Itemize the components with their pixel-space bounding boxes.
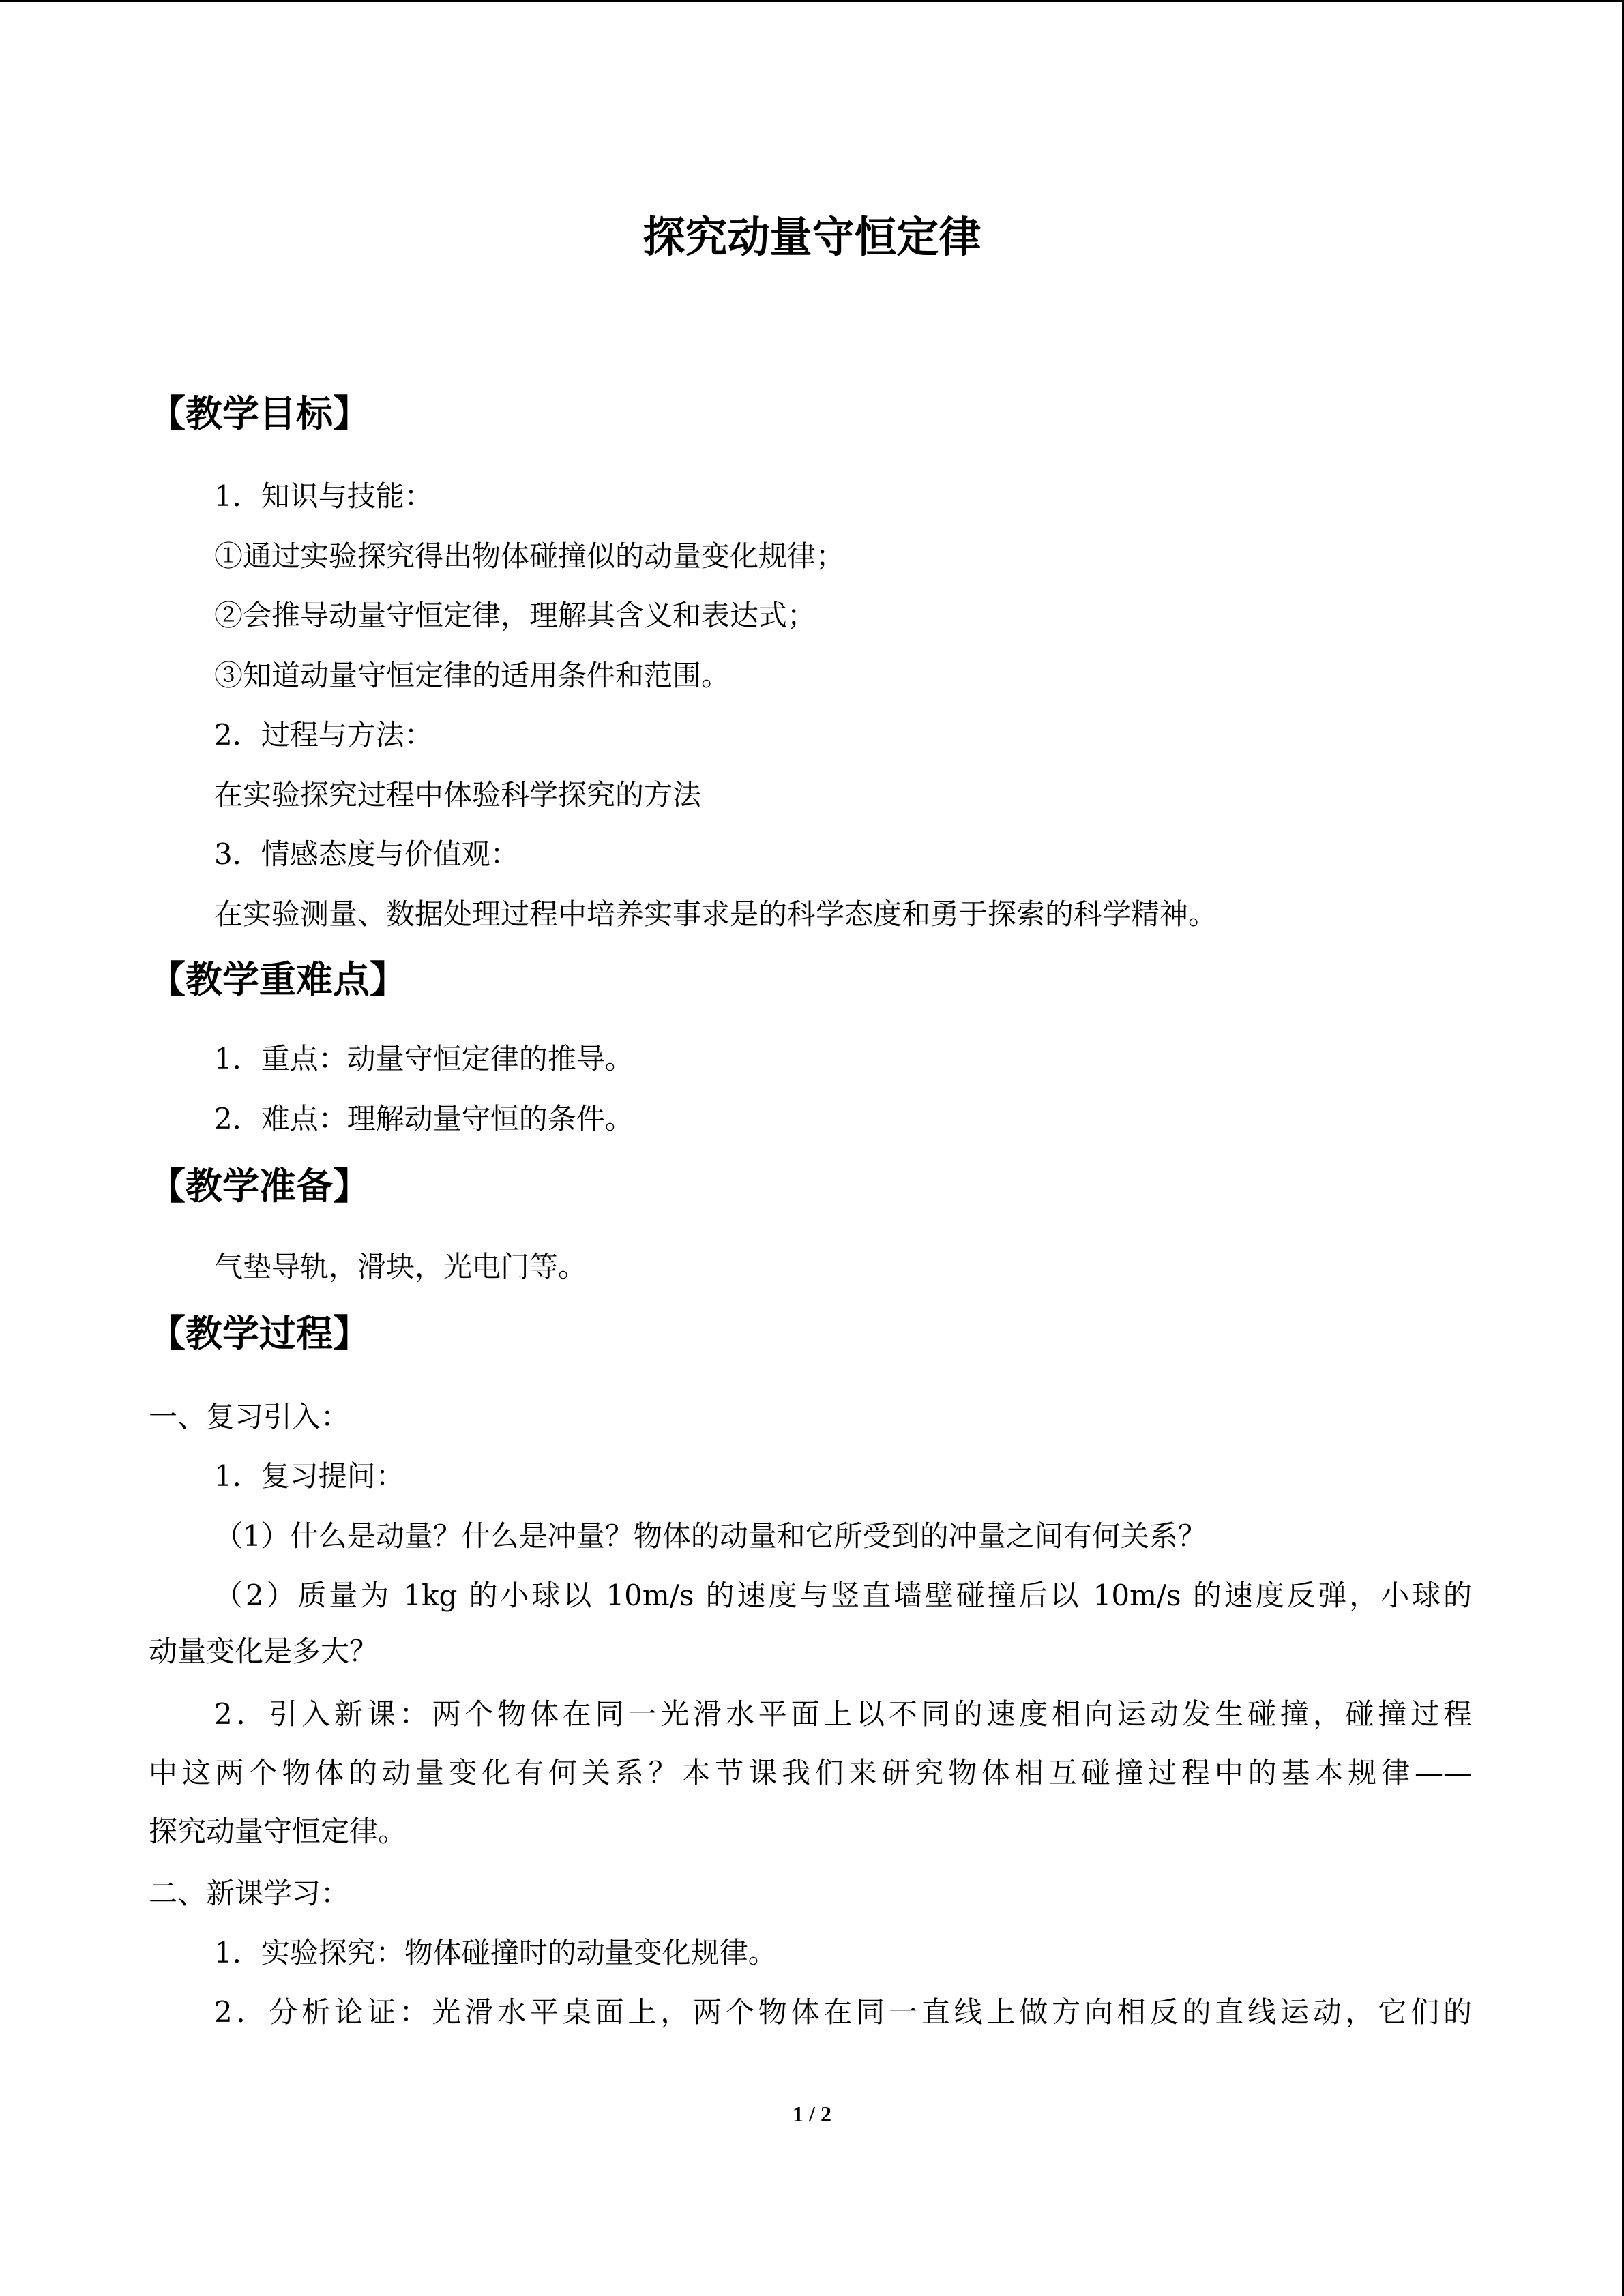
objective-line: 在实验测量、数据处理过程中培养实事求是的科学态度和勇于探索的科学精神。 <box>214 897 1217 931</box>
key-point-line: 1．重点：动量守恒定律的推导。 <box>214 1042 634 1075</box>
process-line: 二、新课学习： <box>149 1877 350 1910</box>
objective-line: ②会推导动量守恒定律，理解其含义和表达式； <box>214 599 816 632</box>
preparation-line: 气垫导轨，滑块，光电门等。 <box>214 1250 587 1283</box>
objective-line: 2．过程与方法： <box>214 718 433 751</box>
section-heading-objectives: 【教学目标】 <box>149 392 370 435</box>
process-line: 2．引入新课：两个物体在同一光滑水平面上以不同的速度相向运动发生碰撞，碰撞过程 <box>214 1697 1472 1731</box>
objective-line: 3．情感态度与价值观： <box>214 837 519 871</box>
process-line: 一、复习引入： <box>149 1400 350 1433</box>
process-line: 探究动量守恒定律。 <box>149 1815 407 1848</box>
objective-line: ③知道动量守恒定律的适用条件和范围。 <box>214 659 730 692</box>
objective-line: 在实验探究过程中体验科学探究的方法 <box>214 778 702 811</box>
section-heading-process: 【教学过程】 <box>149 1312 370 1355</box>
process-line: （2）质量为 1kg 的小球以 10m/s 的速度与竖直墙壁碰撞后以 10m/s 的速度反弹，小球的 <box>214 1579 1472 1612</box>
process-line: 1．实验探究：物体碰撞时的动量变化规律。 <box>214 1936 777 1969</box>
process-line: 中这两个物体的动量变化有何关系？本节课我们来研究物体相互碰撞过程中的基本规律—— <box>149 1756 1472 1789</box>
process-line: 2．分析论证：光滑水平桌面上，两个物体在同一直线上做方向相反的直线运动，它们的 <box>214 1995 1472 2029</box>
key-point-line: 2．难点：理解动量守恒的条件。 <box>214 1102 634 1135</box>
objective-line: 1．知识与技能： <box>214 479 433 513</box>
process-line: 1．复习提问： <box>214 1459 404 1493</box>
page-number: 1 / 2 <box>793 2102 831 2126</box>
section-heading-preparation: 【教学准备】 <box>149 1165 370 1208</box>
section-heading-key-points: 【教学重难点】 <box>149 958 407 1001</box>
process-line: （1）什么是动量？什么是冲量？物体的动量和它所受到的冲量之间有何关系？ <box>214 1519 1207 1553</box>
document-title: 探究动量守恒定律 <box>643 212 981 262</box>
process-line: 动量变化是多大？ <box>149 1635 379 1668</box>
objective-line: ①通过实验探究得出物体碰撞似的动量变化规律； <box>214 539 845 573</box>
